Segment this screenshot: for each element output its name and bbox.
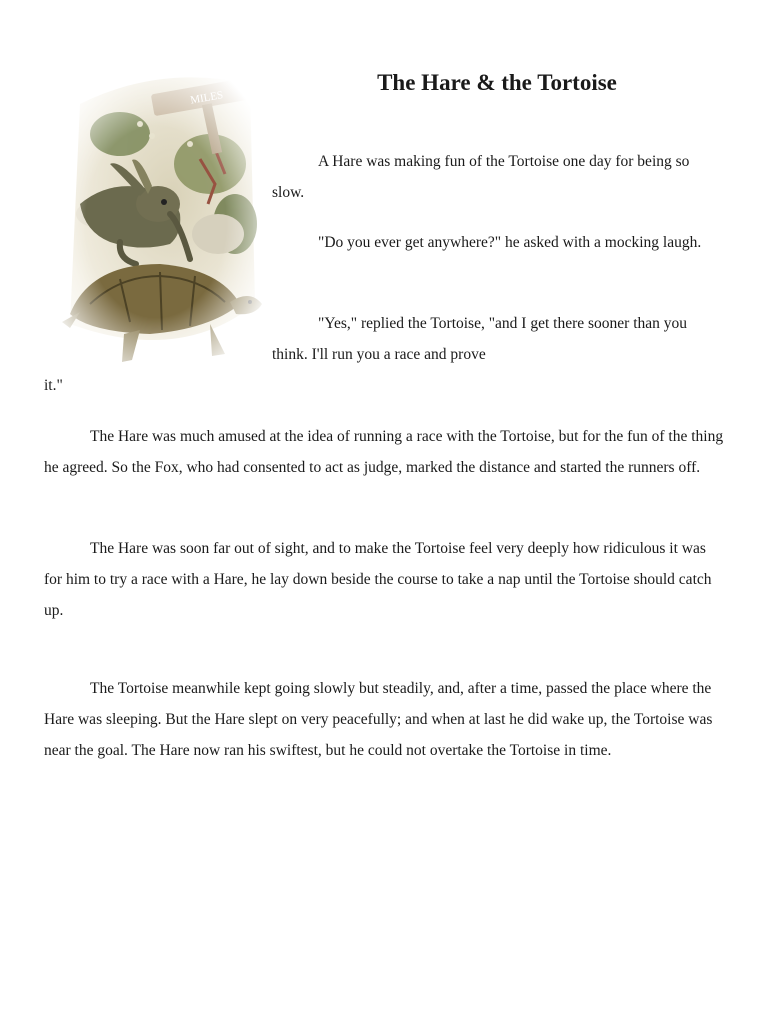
story-title: The Hare & the Tortoise (377, 70, 617, 95)
story-paragraph: "Do you ever get anywhere?" he asked with a mocking laugh. (318, 234, 702, 251)
story-paragraph: The Hare was much amused at the idea of running a race with the Tortoise, but for the fun of the thing he agreed. So the Fox, who had consented to act as judge, marked the distance and started the runners off. (44, 428, 724, 476)
story-paragraph: The Hare was soon far out of sight, and to make the Tortoise feel very deeply how ridiculous it was for him to try a race with a Hare, he lay down beside the course to take a nap until the Tortoise should catch up. (44, 540, 712, 619)
story-paragraph: The Tortoise meanwhile kept going slowly but steadily, and, after a time, passed the place where the Hare was sleeping. But the Hare slept on very peacefully; and when at last he did wake up, the Tortoise was near the goal. The Hare now ran his swiftest, but he could not overtake the Tortoise in time. (44, 680, 713, 759)
story-paragraph-continuation: it." (44, 377, 63, 394)
story-paragraph: A Hare was making fun of the Tortoise one day for being so slow. (272, 153, 690, 201)
story-paragraph: "Yes," replied the Tortoise, "and I get there sooner than you think. I'll run you a race and prove (272, 315, 688, 363)
hare-tortoise-illustration (40, 64, 272, 380)
